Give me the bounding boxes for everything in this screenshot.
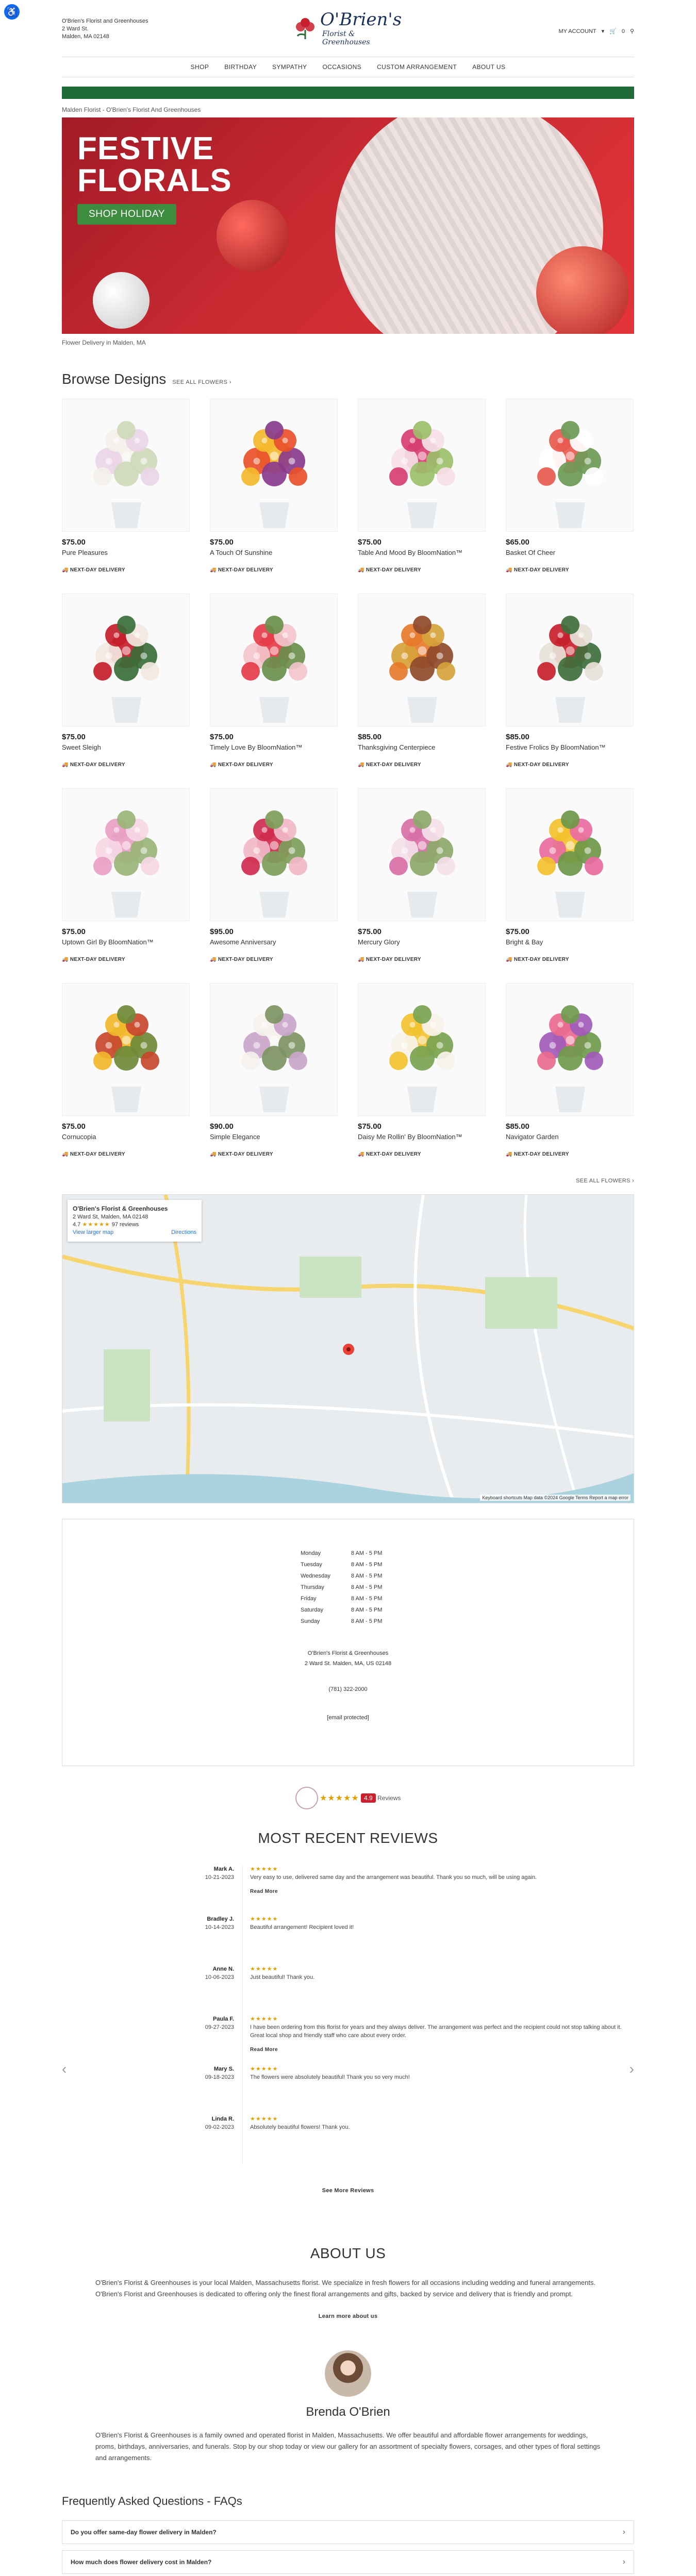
flower-arrangement-icon <box>62 789 190 921</box>
product-name[interactable]: Sweet Sleigh <box>62 743 101 751</box>
truck-icon: 🚚 <box>358 567 366 573</box>
product-name[interactable]: Navigator Garden <box>506 1133 559 1141</box>
next-day-delivery-label: NEXT-DAY DELIVERY <box>70 567 125 573</box>
nav-sympathy[interactable]: SYMPATHY <box>272 63 307 71</box>
next-day-delivery-badge <box>62 762 190 768</box>
product-price: $75.00 <box>62 927 86 936</box>
next-day-delivery-badge <box>358 762 486 768</box>
product-card[interactable] <box>358 594 486 768</box>
store-email[interactable]: [email protected] <box>327 1715 369 1721</box>
truck-icon: 🚚 <box>506 567 514 573</box>
flower-arrangement-icon <box>506 594 634 726</box>
next-day-delivery-label: NEXT-DAY DELIVERY <box>70 762 125 768</box>
review-item <box>139 2115 634 2165</box>
page <box>62 0 634 2576</box>
review-date: 09-18-2023 <box>205 2074 234 2080</box>
faq-question-text: How much does flower delivery cost in Malden? <box>71 2558 212 2566</box>
product-card[interactable] <box>358 788 486 962</box>
hours-day: Friday <box>301 1596 317 1602</box>
next-day-delivery-badge <box>506 1151 634 1157</box>
logo-sub-text: Florist & Greenhouses <box>322 30 370 46</box>
flower-arrangement-icon <box>210 594 338 726</box>
product-card[interactable] <box>62 399 190 573</box>
review-date: 09-27-2023 <box>205 2024 234 2030</box>
hours-row <box>301 1548 402 1558</box>
store-name: O'Brien's Florist & Greenhouses <box>307 1650 389 1656</box>
product-price: $85.00 <box>506 1122 529 1131</box>
product-image[interactable] <box>506 788 634 921</box>
google-map[interactable] <box>62 1194 634 1503</box>
hours-row <box>301 1560 402 1570</box>
chevron-right-icon: › <box>622 2557 625 2566</box>
next-day-delivery-label: NEXT-DAY DELIVERY <box>366 567 421 573</box>
see-all-bottom-label: SEE ALL FLOWERS <box>576 1178 631 1184</box>
next-day-delivery-label: NEXT-DAY DELIVERY <box>70 957 125 962</box>
product-price: $75.00 <box>62 538 86 547</box>
product-name[interactable]: Bright & Bay <box>506 938 543 946</box>
chevron-down-icon: ▾ <box>601 28 605 35</box>
nav-shop[interactable]: SHOP <box>190 63 209 71</box>
review-date: 10-14-2023 <box>205 1924 234 1930</box>
product-name[interactable]: Basket Of Cheer <box>506 549 556 556</box>
next-day-delivery-badge <box>210 762 338 768</box>
rating-stars-icon: ★★★★★ <box>250 2116 278 2122</box>
product-image[interactable] <box>62 399 190 532</box>
hours-day: Monday <box>301 1550 321 1556</box>
product-card[interactable] <box>210 788 338 962</box>
truck-icon: 🚚 <box>506 957 514 962</box>
next-day-delivery-badge <box>358 1151 486 1157</box>
product-name[interactable]: Awesome Anniversary <box>210 938 276 946</box>
main-nav <box>62 57 634 77</box>
review-body <box>242 2115 634 2165</box>
product-image[interactable] <box>358 594 486 726</box>
review-text: The flowers were absolutely beautiful! Thank you so very much! <box>250 2074 410 2080</box>
review-text: I have been ordering from this florist for years and they always deliver. The arrangement was perfect and the recipient could not stop talking about it. Great local shop and friendly staff who care about every order. <box>250 2024 622 2039</box>
product-price: $95.00 <box>210 927 234 936</box>
review-name: Linda R. <box>211 2116 234 2122</box>
map-footer: Keyboard shortcuts Map data ©2024 Google Terms Report a map error <box>480 1495 631 1501</box>
nav-about-us[interactable]: ABOUT US <box>472 63 506 71</box>
review-text: Absolutely beautiful flowers! Thank you. <box>250 2124 350 2130</box>
next-day-delivery-badge <box>506 567 634 573</box>
next-day-delivery-badge <box>62 567 190 573</box>
shop-address-1: 2 Ward St. <box>62 26 89 32</box>
owner-bio: O'Brien's Florist & Greenhouses is a family owned and operated florist in Malden, Massachusetts. We offer beautiful and affordable flower arrangements for weddings, proms, birthdays, anniversaries, and funerals. Stop by our shop today or view our gallery for an assortment of specialty flowers, corsages, and other types of floral settings and arrangements. <box>95 2431 601 2462</box>
truck-icon: 🚚 <box>62 957 70 962</box>
next-day-delivery-label: NEXT-DAY DELIVERY <box>513 762 569 768</box>
nav-custom-arrangement[interactable]: CUSTOM ARRANGEMENT <box>377 63 457 71</box>
review-read-more-link[interactable]: Read More <box>250 2047 278 2053</box>
hero-title <box>77 133 232 197</box>
next-day-delivery-label: NEXT-DAY DELIVERY <box>366 957 421 962</box>
truck-icon: 🚚 <box>62 762 70 768</box>
product-image[interactable] <box>62 983 190 1116</box>
product-name[interactable]: Timely Love By BloomNation™ <box>210 743 303 751</box>
product-price: $75.00 <box>210 733 234 741</box>
rating-stars-icon: ★★★★★ <box>82 1222 110 1228</box>
product-card[interactable] <box>358 983 486 1157</box>
next-day-delivery-label: NEXT-DAY DELIVERY <box>513 567 569 573</box>
hours-time: 8 AM - 5 PM <box>351 1618 383 1624</box>
flower-arrangement-icon <box>210 789 338 921</box>
hours-time: 8 AM - 5 PM <box>351 1562 383 1568</box>
review-item <box>139 2015 634 2065</box>
flower-arrangement-icon <box>210 399 338 532</box>
truck-icon: 🚚 <box>210 762 218 768</box>
product-price: $75.00 <box>358 927 382 936</box>
hours-time: 8 AM - 5 PM <box>351 1550 383 1556</box>
rating-score: 4.9 <box>361 1793 376 1803</box>
product-image[interactable] <box>358 399 486 532</box>
product-image[interactable] <box>62 594 190 726</box>
shop-name: O'Brien's Florist and Greenhouses <box>62 18 148 24</box>
product-image[interactable] <box>506 983 634 1116</box>
product-name[interactable]: Mercury Glory <box>358 938 400 946</box>
truck-icon: 🚚 <box>62 1151 70 1157</box>
rating-stars-icon: ★★★★★ <box>250 1966 278 1972</box>
product-image[interactable] <box>210 983 338 1116</box>
hours-row <box>301 1571 402 1581</box>
accessibility-icon[interactable]: ♿ <box>4 4 20 20</box>
flower-arrangement-icon <box>210 984 338 1116</box>
next-day-delivery-label: NEXT-DAY DELIVERY <box>513 1151 569 1157</box>
about-text: O'Brien's Florist & Greenhouses is your local Malden, Massachusetts florist. We specialize in fresh flowers for all occasions including wedding and funeral arrangements. O'Brien's Florist and Greenhouses is dedicated to offering only the finest floral arrangements and gifts, backed by service and delivery that is friendly and prompt. <box>95 2279 596 2298</box>
product-card[interactable] <box>62 983 190 1157</box>
hours-row <box>301 1616 402 1626</box>
map-place-address: 2 Ward St, Malden, MA 02148 <box>73 1214 148 1220</box>
next-day-delivery-label: NEXT-DAY DELIVERY <box>366 762 421 768</box>
product-price: $90.00 <box>210 1122 234 1131</box>
product-card[interactable] <box>358 399 486 573</box>
review-name: Paula F. <box>213 2016 234 2022</box>
hours-row <box>301 1594 402 1604</box>
product-card[interactable] <box>62 788 190 962</box>
review-name: Mark A. <box>213 1866 234 1872</box>
truck-icon: 🚚 <box>506 762 514 768</box>
rating-summary <box>62 1787 634 1809</box>
owner-avatar <box>325 2350 371 2397</box>
product-card[interactable] <box>210 594 338 768</box>
next-day-delivery-badge <box>358 567 486 573</box>
product-card[interactable] <box>62 594 190 768</box>
reviews-title: MOST RECENT REVIEWS <box>258 1830 438 1846</box>
product-name[interactable]: Daisy Me Rollin' By BloomNation™ <box>358 1133 462 1141</box>
product-image[interactable] <box>506 399 634 532</box>
owner-name: Brenda O'Brien <box>306 2405 390 2419</box>
map-place-name: O'Brien's Florist & Greenhouses <box>73 1205 168 1212</box>
nav-occasions[interactable]: OCCASIONS <box>322 63 362 71</box>
product-price: $65.00 <box>506 538 529 547</box>
directions-link[interactable]: Directions <box>171 1229 196 1235</box>
product-card[interactable] <box>506 399 634 573</box>
product-name[interactable]: A Touch Of Sunshine <box>210 549 273 556</box>
reviews-list <box>62 1865 634 2165</box>
hours-day: Sunday <box>301 1618 320 1624</box>
faq-question[interactable] <box>62 2520 634 2544</box>
see-all-flowers-link[interactable] <box>172 379 231 385</box>
shop-address-2: Malden, MA 02148 <box>62 33 109 40</box>
nav-birthday[interactable]: BIRTHDAY <box>224 63 257 71</box>
product-price: $75.00 <box>358 538 382 547</box>
truck-icon: 🚚 <box>210 567 218 573</box>
review-body <box>242 1965 634 2015</box>
product-name[interactable]: Simple Elegance <box>210 1133 260 1141</box>
hero-ornament <box>536 246 629 334</box>
shop-holiday-button[interactable]: SHOP HOLIDAY <box>77 204 176 225</box>
review-author <box>139 2065 242 2115</box>
next-day-delivery-label: NEXT-DAY DELIVERY <box>218 1151 273 1157</box>
review-body <box>242 2015 634 2065</box>
truck-icon: 🚚 <box>358 1151 366 1157</box>
search-icon[interactable]: ⚲ <box>629 28 634 35</box>
chevron-right-icon: › <box>622 2528 625 2536</box>
hours-row <box>301 1605 402 1615</box>
hero-title-line2: FLORALS <box>77 163 232 198</box>
product-grid <box>62 399 634 1157</box>
faq-question-text: Do you offer same-day flower delivery in Malden? <box>71 2529 217 2536</box>
flower-arrangement-icon <box>358 984 486 1116</box>
review-date: 10-21-2023 <box>205 1874 234 1880</box>
product-image[interactable] <box>210 788 338 921</box>
product-name[interactable]: Pure Pleasures <box>62 549 108 556</box>
flower-arrangement-icon <box>358 594 486 726</box>
flower-arrangement-icon <box>62 594 190 726</box>
review-read-more-link[interactable]: Read More <box>250 1889 278 1894</box>
review-author <box>139 2115 242 2165</box>
next-day-delivery-badge <box>506 957 634 962</box>
flower-arrangement-icon <box>506 399 634 532</box>
truck-icon: 🚚 <box>210 957 218 962</box>
review-item <box>139 1915 634 1965</box>
hours-table <box>300 1547 403 1628</box>
site-header <box>62 0 634 57</box>
product-price: $75.00 <box>62 1122 86 1131</box>
product-image[interactable] <box>358 983 486 1116</box>
flower-arrangement-icon <box>506 789 634 921</box>
review-author <box>139 1915 242 1965</box>
rating-stars-icon: ★★★★★ <box>250 2016 278 2022</box>
product-image[interactable] <box>506 594 634 726</box>
review-item <box>139 2065 634 2115</box>
product-card[interactable] <box>210 983 338 1157</box>
chevron-right-icon: › <box>229 379 231 385</box>
see-more-reviews-link[interactable]: See More Reviews <box>322 2188 374 2194</box>
product-card[interactable] <box>506 594 634 768</box>
flower-arrangement-icon <box>62 984 190 1116</box>
review-text: Just beautiful! Thank you. <box>250 1974 315 1980</box>
review-name: Mary S. <box>213 2066 234 2072</box>
review-date: 09-02-2023 <box>205 2124 234 2130</box>
review-text: Very easy to use, delivered same day and the arrangement was beautiful. Thank you so much, will be using again. <box>250 1874 537 1880</box>
hero-caption: Flower Delivery in Malden, MA <box>62 339 146 346</box>
next-day-delivery-label: NEXT-DAY DELIVERY <box>70 1151 125 1157</box>
hero-title-line1: FESTIVE <box>77 131 214 166</box>
hours-day: Saturday <box>301 1607 324 1613</box>
product-name[interactable]: Cornucopia <box>62 1133 96 1141</box>
product-name[interactable]: Uptown Girl By BloomNation™ <box>62 938 154 946</box>
next-day-delivery-badge <box>358 957 486 962</box>
review-body <box>242 1865 634 1915</box>
see-all-flowers-bottom-link[interactable]: SEE ALL FLOWERS › <box>576 1178 634 1184</box>
rating-stars-icon: ★★★★★ <box>250 1916 278 1922</box>
product-price: $75.00 <box>210 538 234 547</box>
hours-time: 8 AM - 5 PM <box>351 1573 383 1579</box>
hours-day: Thursday <box>301 1584 324 1590</box>
review-item <box>139 1965 634 2015</box>
product-image[interactable] <box>210 594 338 726</box>
product-price: $85.00 <box>358 733 382 741</box>
bloomnation-badge-icon <box>295 1787 318 1809</box>
store-phone[interactable]: (781) 322-2000 <box>328 1686 368 1692</box>
chevron-right-icon[interactable]: › <box>629 2061 634 2077</box>
chevron-left-icon[interactable]: ‹ <box>62 2061 67 2077</box>
flower-arrangement-icon <box>358 789 486 921</box>
next-day-delivery-label: NEXT-DAY DELIVERY <box>218 567 273 573</box>
review-name: Bradley J. <box>207 1916 234 1922</box>
review-body <box>242 1915 634 1965</box>
truck-icon: 🚚 <box>358 762 366 768</box>
next-day-delivery-badge <box>506 762 634 768</box>
next-day-delivery-label: NEXT-DAY DELIVERY <box>218 762 273 768</box>
review-author <box>139 1965 242 2015</box>
rating-stars-icon: ★★★★★ <box>319 1794 359 1803</box>
flower-logo-icon <box>291 12 319 40</box>
hero-banner[interactable] <box>62 117 634 334</box>
product-card[interactable] <box>506 788 634 962</box>
cart-count: 0 <box>621 28 625 35</box>
cart-icon[interactable]: 🛒 <box>609 28 617 35</box>
hours-day: Wednesday <box>301 1573 330 1579</box>
product-price: $75.00 <box>62 733 86 741</box>
product-card[interactable] <box>210 399 338 573</box>
next-day-delivery-badge <box>62 957 190 962</box>
map-info-card <box>68 1200 202 1242</box>
store-hours-box <box>62 1519 634 1766</box>
rating-stars-icon: ★★★★★ <box>250 2066 278 2072</box>
review-body <box>242 2065 634 2115</box>
shop-logo[interactable] <box>291 9 405 48</box>
review-author <box>139 2015 242 2065</box>
review-author <box>139 1865 242 1915</box>
faq-list <box>62 2520 634 2576</box>
product-price: $75.00 <box>358 1122 382 1131</box>
view-larger-map-link[interactable]: View larger map <box>73 1229 114 1235</box>
product-image[interactable] <box>358 788 486 921</box>
product-card[interactable] <box>506 983 634 1157</box>
next-day-delivery-badge <box>210 567 338 573</box>
flower-arrangement-icon <box>506 984 634 1116</box>
hours-row <box>301 1582 402 1592</box>
truck-icon: 🚚 <box>506 1151 514 1157</box>
flower-arrangement-icon <box>62 399 190 532</box>
next-day-delivery-label: NEXT-DAY DELIVERY <box>366 1151 421 1157</box>
truck-icon: 🚚 <box>210 1151 218 1157</box>
rating-stars-icon: ★★★★★ <box>250 1866 278 1872</box>
my-account-link[interactable]: MY ACCOUNT <box>558 28 596 35</box>
hero-ornament <box>93 272 150 329</box>
next-day-delivery-badge <box>210 1151 338 1157</box>
browse-designs-heading <box>62 371 634 387</box>
about-title: ABOUT US <box>310 2245 386 2261</box>
browse-title: Browse Designs <box>62 371 167 387</box>
product-image[interactable] <box>210 399 338 532</box>
hours-time: 8 AM - 5 PM <box>351 1584 383 1590</box>
next-day-delivery-label: NEXT-DAY DELIVERY <box>513 957 569 962</box>
promo-bar <box>62 87 634 99</box>
review-item <box>139 1865 634 1915</box>
product-name[interactable]: Thanksgiving Centerpiece <box>358 743 436 751</box>
map-review-count[interactable]: 97 reviews <box>111 1222 139 1228</box>
review-name: Anne N. <box>212 1966 234 1972</box>
hero-ornament <box>217 200 289 272</box>
product-price: $75.00 <box>506 927 529 936</box>
breadcrumb: Malden Florist - O'Brien's Florist And Greenhouses <box>62 106 201 113</box>
truck-icon: 🚚 <box>358 957 366 962</box>
product-name[interactable]: Table And Mood By BloomNation™ <box>358 549 463 556</box>
faq-title: Frequently Asked Questions - FAQs <box>62 2495 242 2507</box>
truck-icon: 🚚 <box>62 567 70 573</box>
hours-time: 8 AM - 5 PM <box>351 1607 383 1613</box>
product-image[interactable] <box>62 788 190 921</box>
learn-more-link[interactable]: Learn more about us <box>318 2313 378 2319</box>
flower-arrangement-icon <box>358 399 486 532</box>
next-day-delivery-label: NEXT-DAY DELIVERY <box>218 957 273 962</box>
see-all-label: SEE ALL FLOWERS <box>172 379 228 385</box>
hours-time: 8 AM - 5 PM <box>351 1596 383 1602</box>
store-address: 2 Ward St. Malden, MA, US 02148 <box>304 1660 392 1667</box>
product-name[interactable]: Festive Frolics By BloomNation™ <box>506 743 606 751</box>
faq-question[interactable] <box>62 2550 634 2574</box>
review-text: Beautiful arrangement! Recipient loved it! <box>250 1924 354 1930</box>
product-price: $85.00 <box>506 733 529 741</box>
review-date: 10-06-2023 <box>205 1974 234 1980</box>
next-day-delivery-badge <box>62 1151 190 1157</box>
hours-day: Tuesday <box>301 1562 322 1568</box>
rating-count[interactable]: Reviews <box>377 1794 401 1802</box>
header-actions <box>558 28 634 35</box>
next-day-delivery-badge <box>210 957 338 962</box>
shop-info <box>62 18 148 41</box>
map-rating: 4.7 <box>73 1222 81 1228</box>
logo-script-text: O'Brien's <box>320 9 402 30</box>
